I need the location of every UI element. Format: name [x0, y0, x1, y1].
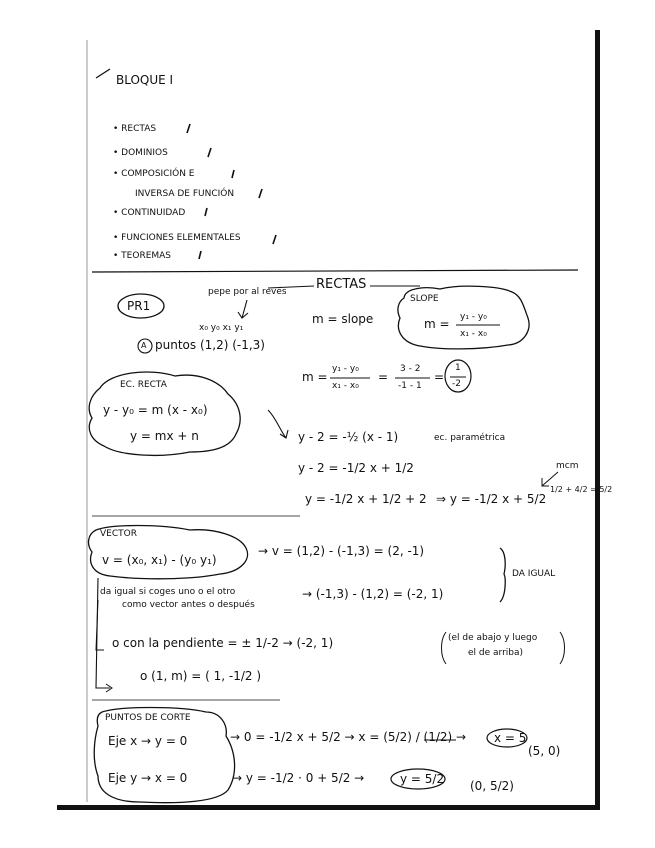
topic-dominios: • DOMINIOS: [113, 148, 168, 158]
da-igual-label: DA IGUAL: [512, 569, 556, 579]
eje-y-label: Eje y → x = 0: [108, 771, 188, 785]
vector-note-line2: como vector antes o después: [122, 600, 255, 610]
point-headers: x₀ y₀ x₁ y₁: [199, 323, 244, 333]
calc-frac1-num: y₁ - y₀: [332, 364, 359, 374]
recta-step1: y - 2 = -½ (x - 1): [298, 430, 399, 444]
recta-step1-label: ec. paramétrica: [434, 433, 506, 443]
eje-x-result: x = 5: [494, 731, 527, 745]
slope-box-m: m =: [424, 317, 450, 331]
calc-eq-1: =: [378, 370, 389, 384]
recta-step3: y = -1/2 x + 1/2 + 2: [305, 492, 427, 506]
ec-recta-title: EC. RECTA: [120, 380, 167, 390]
calc-frac1-den: x₁ - x₀: [332, 381, 359, 391]
mcm-label: mcm: [556, 461, 579, 471]
option-letter: A: [141, 341, 147, 350]
slope-box-num: y₁ - y₀: [460, 312, 487, 322]
slope-box-title: SLOPE: [410, 294, 439, 304]
recta-step3-result: ⇒ y = -1/2 x + 5/2: [436, 492, 547, 506]
mcm-expr: 1/2 + 4/2 = 5/2: [550, 485, 613, 494]
vector-calc2: → (-1,3) - (1,2) = (-2, 1): [302, 587, 444, 601]
calc-frac2-num: 3 - 2: [400, 364, 421, 374]
topic-composicion: • COMPOSICIÓN E: [113, 169, 195, 179]
topic-funciones-elementales: • FUNCIONES ELEMENTALES: [113, 233, 241, 243]
pr1-label: PR1: [127, 299, 151, 313]
ec-recta-eq2: y = mx + n: [130, 429, 199, 443]
page-edge-bottom: [57, 805, 600, 810]
pr1-note: pepe por al revés: [208, 287, 287, 297]
pendiente-note2: el de arriba): [468, 648, 524, 658]
eje-x-label: Eje x → y = 0: [108, 734, 188, 748]
slope-box-den: x₁ - x₀: [460, 329, 487, 339]
slope-eq: m = slope: [312, 312, 374, 326]
eje-x-point: (5, 0): [528, 744, 561, 758]
unit-vector-line: o (1, m) = ( 1, -1/2 ): [140, 669, 262, 683]
pendiente-line: o con la pendiente = ± 1/-2 → (-2, 1): [112, 636, 334, 650]
calc-result-num: 1: [455, 363, 461, 373]
calc-lhs: m =: [302, 370, 328, 384]
eje-y-point: (0, 5/2): [470, 779, 514, 793]
vector-note-line1: da igual si coges uno o el otro: [100, 587, 236, 597]
eje-y-result: y = 5/2: [400, 772, 445, 786]
section-title: RECTAS: [316, 277, 367, 292]
topic-rectas: • RECTAS: [113, 124, 157, 134]
calc-frac2-den: -1 - 1: [398, 381, 422, 391]
paper-sheet: [57, 30, 599, 809]
topic-inversa: INVERSA DE FUNCIÓN: [135, 189, 235, 199]
page-edge-right: [595, 30, 600, 810]
recta-step2: y - 2 = -1/2 x + 1/2: [298, 461, 414, 475]
topic-teoremas: • TEOREMAS: [113, 251, 172, 261]
pendiente-note1: (el de abajo y luego: [448, 633, 538, 643]
calc-eq-2: =: [434, 370, 445, 384]
eje-y-calc: → y = -1/2 · 0 + 5/2 →: [232, 771, 365, 785]
vector-calc1: → v = (1,2) - (-1,3) = (2, -1): [258, 544, 425, 558]
ec-recta-eq1: y - y₀ = m (x - x₀): [103, 403, 208, 417]
calc-result-den: -2: [452, 379, 461, 389]
eje-x-calc: → 0 = -1/2 x + 5/2 → x = (5/2) / (1/2) →: [230, 730, 467, 744]
vector-title: VECTOR: [100, 529, 137, 539]
page-title: BLOQUE I: [116, 73, 174, 87]
topic-continuidad: • CONTINUIDAD: [113, 208, 186, 218]
vector-formula: v = (x₀, x₁) - (y₀ y₁): [102, 553, 217, 567]
cortes-title: PUNTOS DE CORTE: [105, 713, 191, 723]
points-line: puntos (1,2) (-1,3): [155, 338, 265, 352]
